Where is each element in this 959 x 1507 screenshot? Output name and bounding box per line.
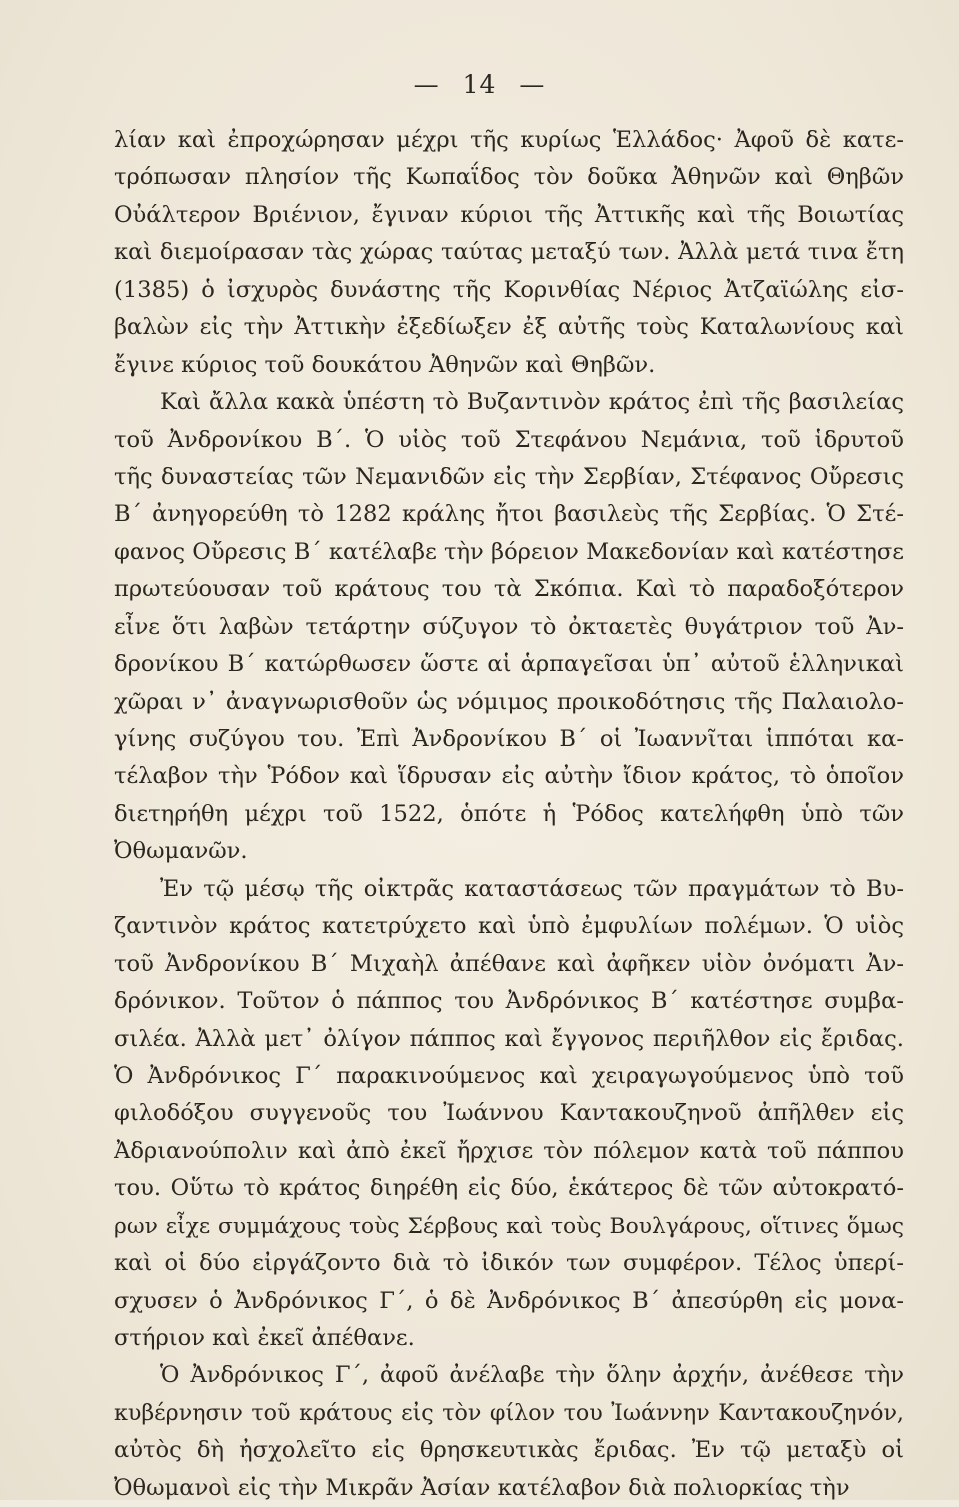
text-line: (1385) ὁ ἰσχυρὸς δυνάστης τῆς Κορινθίας Νέριος Ἀτζαϊώλης εἰσ-	[114, 276, 904, 303]
page-number-header	[0, 70, 959, 99]
text-line: στήριον καὶ ἐκεῖ ἀπέθανε.	[114, 1325, 415, 1351]
text-line: χῶραι ν᾿ ἀναγνωρισθοῦν ὡς νόμιμος προικοδότησις τῆς Παλαιολο-	[114, 688, 904, 715]
text-line: κυβέρνησιν τοῦ κράτους εἰς τὸν φίλον του Ἰωάννην Καντακουζηνόν,	[114, 1399, 904, 1426]
text-line: ζαντινὸν κράτος κατετρύχετο καὶ ὑπὸ ἐμφυλίων πολέμων. Ὁ υἱὸς	[114, 913, 904, 940]
body-text	[114, 122, 904, 1507]
text-line: Ὁ Ἀνδρόνικος Γ΄ παρακινούμενος καὶ χειραγωγούμενος ὑπὸ τοῦ	[114, 1062, 904, 1089]
text-line: ἔγινε κύριος τοῦ δουκάτου Ἀθηνῶν καὶ Θηβῶν.	[114, 351, 656, 378]
text-line: του. Οὕτω τὸ κράτος διηρέθη εἰς δύο, ἑκάτερος δὲ τῶν αὐτοκρατό-	[114, 1175, 904, 1202]
text-line: φιλοδόξου συγγενοῦς του Ἰωάννου Καντακουζηνοῦ ἀπῆλθεν εἰς	[114, 1100, 904, 1127]
text-line: διετηρήθη μέχρι τοῦ 1522, ὁπότε ἡ Ῥόδος κατελήφθη ὑπὸ τῶν	[114, 800, 904, 827]
text-line: βαλὼν εἰς τὴν Ἀττικὴν ἐξεδίωξεν ἐξ αὐτῆς τοὺς Καταλωνίους καὶ	[114, 314, 904, 341]
text-line: καὶ διεμοίρασαν τὰς χώρας ταύτας μεταξύ των. Ἀλλὰ μετά τινα ἔτη	[114, 239, 904, 266]
text-line: φανος Οὔρεσις Β΄ κατέλαβε τὴν βόρειον Μακεδονίαν καὶ κατέστησε	[114, 538, 904, 565]
text-line: τέλαβον τὴν Ῥόδον καὶ ἵδρυσαν εἰς αὐτὴν ἴδιον κράτος, τὸ ὁποῖον	[114, 763, 904, 790]
text-line: τρόπωσαν πλησίον τῆς Κωπαΐδος τὸν δοῦκα Ἀθηνῶν καὶ Θηβῶν	[114, 164, 904, 191]
text-line: τῆς δυναστείας τῶν Νεμανιδῶν εἰς τὴν Σερβίαν, Στέφανος Οὔρεσις	[114, 463, 904, 490]
page-number-dash-left: —	[413, 70, 440, 99]
text-line: πρωτεύουσαν τοῦ κράτους του τὰ Σκόπια. Καὶ τὸ παραδοξότερον	[114, 576, 904, 603]
text-line: σχυσεν ὁ Ἀνδρόνικος Γ΄, ὁ δὲ Ἀνδρόνικος Β΄ ἀπεσύρθη εἰς μονα-	[114, 1287, 904, 1314]
text-line: ρων εἶχε συμμάχους τοὺς Σέρβους καὶ τοὺς Βουλγάρους, οἵτινες ὅμως	[114, 1213, 904, 1239]
paragraph	[114, 384, 904, 871]
text-line: αὐτὸς δὴ ἠσχολεῖτο εἰς θρησκευτικὰς ἔριδας. Ἐν τῷ μεταξὺ οἱ	[114, 1437, 904, 1464]
paragraph	[114, 1357, 904, 1507]
text-line: Ἐν τῷ μέσῳ τῆς οἰκτρᾶς καταστάσεως τῶν πραγμάτων τὸ Βυ-	[160, 875, 904, 902]
text-line: Οὐάλτερον Βριένιον, ἔγιναν κύριοι τῆς Ἀττικῆς καὶ τῆς Βοιωτίας	[114, 201, 904, 228]
text-line: λίαν καὶ ἐπροχώρησαν μέχρι τῆς κυρίως Ἑλλάδος· Ἀφοῦ δὲ κατε-	[114, 127, 904, 153]
text-line: καὶ οἱ δύο εἰργάζοντο διὰ τὸ ἰδικόν των συμφέρον. Τέλος ὑπερί-	[114, 1250, 904, 1277]
page-number: 14	[462, 70, 497, 99]
text-line: Ὁ Ἀνδρόνικος Γ΄, ἀφοῦ ἀνέλαβε τὴν ὅλην ἀρχήν, ἀνέθεσε τὴν	[160, 1362, 904, 1389]
text-line: σιλέα. Ἀλλὰ μετ᾿ ὀλίγον πάππος καὶ ἔγγονος περιῆλθον εἰς ἔριδας.	[114, 1025, 904, 1052]
text-line: Ἀδριανούπολιν καὶ ἀπὸ ἐκεῖ ἤρχισε τὸν πόλεμον κατὰ τοῦ πάππου	[114, 1137, 904, 1164]
text-line: τοῦ Ἀνδρονίκου Β΄ Μιχαὴλ ἀπέθανε καὶ ἀφῆκεν υἱὸν ὀνόματι Ἀν-	[114, 950, 904, 977]
text-line: Β΄ ἀνηγορεύθη τὸ 1282 κράλης ἤτοι βασιλεὺς τῆς Σερβίας. Ὁ Στέ-	[114, 501, 904, 528]
text-line: δρονίκου Β΄ κατώρθωσεν ὥστε αἱ ἁρπαγεῖσαι ὑπ᾿ αὐτοῦ ἑλληνικαὶ	[114, 651, 904, 678]
text-line: γίνης συζύγου του. Ἐπὶ Ἀνδρονίκου Β΄ οἱ Ἰωαννῖται ἱππόται κα-	[114, 726, 904, 752]
page-number-dash-right: —	[519, 70, 546, 99]
text-line: εἶνε ὅτι λαβὼν τετάρτην σύζυγον τὸ ὀκταετὲς θυγάτριον τοῦ Ἀν-	[114, 613, 904, 640]
paragraph	[114, 122, 904, 384]
text-line: Ὀθωμανοὶ εἰς τὴν Μικρᾶν Ἀσίαν κατέλαβον διὰ πολιορκίας τὴν	[114, 1474, 850, 1501]
text-line: τοῦ Ἀνδρονίκου Β΄. Ὁ υἱὸς τοῦ Στεφάνου Νεμάνια, τοῦ ἱδρυτοῦ	[114, 426, 904, 453]
text-line: Ὀθωμανῶν.	[114, 838, 248, 865]
paragraph	[114, 871, 904, 1358]
text-line: Καὶ ἄλλα κακὰ ὑπέστη τὸ Βυζαντινὸν κράτος ἐπὶ τῆς βασιλείας	[160, 389, 904, 416]
text-line: δρόνικον. Τοῦτον ὁ πάππος του Ἀνδρόνικος Β΄ κατέστησε συμβα-	[114, 988, 904, 1015]
